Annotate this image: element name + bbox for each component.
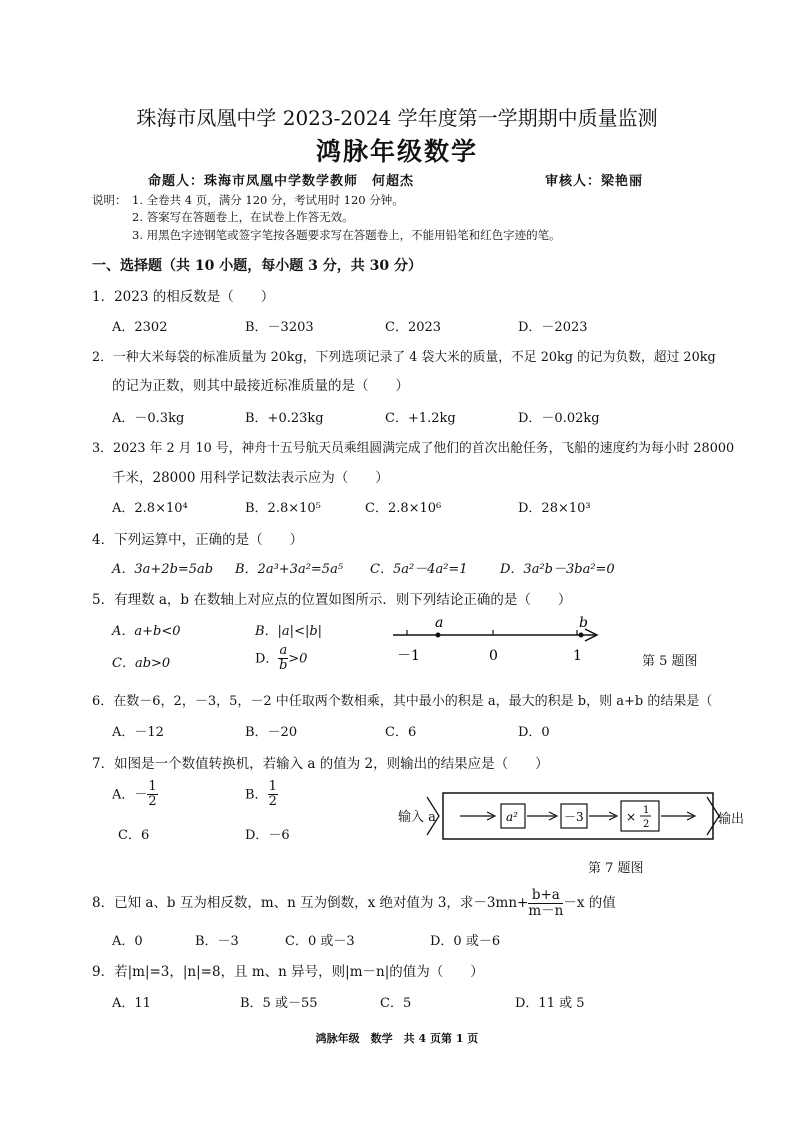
question-8-option-d: D．0 或－6	[430, 934, 501, 949]
label-minus-one: －1	[397, 648, 420, 664]
section-heading: 一、选择题（共 10 小题，每小题 3 分，共 30 分）	[92, 258, 422, 274]
question-7-option-a: A．－ $\frac{1}{2}$	[112, 779, 157, 810]
question-6-option-d: D．0	[518, 725, 550, 740]
question-3-option-b: B．2.8×10⁵	[245, 501, 321, 516]
question-6-option-a: A．－12	[112, 725, 164, 740]
figure-7-caption: 第 7 题图	[588, 861, 644, 876]
reviewer-line: 审核人：梁艳丽	[545, 174, 644, 189]
point-b	[579, 633, 584, 638]
question-9-stem: 9．若|m|=3，|n|=8，且 m、n 异号，则|m－n|的值为（ ）	[92, 964, 484, 980]
machine-input-label: 输入 a	[398, 810, 436, 825]
question-2-option-c: C．+1.2kg	[385, 411, 456, 426]
question-6-option-c: C．6	[385, 725, 417, 740]
conversion-machine-figure	[425, 785, 725, 845]
question-8-option-a: A．0	[112, 934, 143, 949]
question-8-stem: 8．已知 a、b 互为相反数，m、n 互为倒数，x 绝对值为 3，求－3mn+ $\frac{b+a}{m-n}$ －x 的值	[92, 887, 616, 919]
label-zero: 0	[489, 648, 498, 664]
question-5-option-d: D． $\frac{a}{b}$ >0	[255, 643, 308, 674]
exam-subtitle: 鸿脉年级数学	[315, 137, 478, 166]
question-7-option-d: D．－6	[245, 828, 290, 843]
label-one: 1	[573, 648, 582, 664]
question-4-stem: 4．下列运算中，正确的是（ ）	[92, 532, 304, 548]
machine-output-label: 输出	[718, 812, 745, 827]
exam-title: 珠海市凤凰中学 2023-2024 学年度第一学期期中质量监测	[136, 106, 658, 130]
question-3-option-a: A．2.8×10⁴	[112, 501, 188, 516]
question-7-option-b: B． $\frac{1}{2}$	[245, 779, 277, 810]
question-5-stem: 5．有理数 a，b 在数轴上对应点的位置如图所示．则下列结论正确的是（ ）	[92, 592, 572, 608]
question-9-option-d: D．11 或 5	[515, 996, 585, 1011]
label-a: a	[435, 615, 444, 631]
question-2-option-a: A．－0.3kg	[112, 411, 185, 426]
question-5-option-a: A．a+b<0	[112, 624, 181, 639]
note-item-3: 3. 用黑色字迹钢笔或签字笔按各题要求写在答题卷上，不能用铅笔和红色字迹的笔。	[132, 228, 561, 242]
question-1-option-d: D．－2023	[518, 320, 588, 335]
question-5-option-c: C．ab>0	[112, 656, 171, 671]
author-line: 命题人：珠海市凤凰中学数学教师 何超杰	[148, 174, 415, 189]
question-2-line-1: 2．一种大米每袋的标准质量为 20kg，下列选项记录了 4 袋大米的质量，不足 20kg 的记为负数，超过 20kg	[92, 350, 716, 365]
question-4-option-b: B．2a³+3a²=5a⁵	[235, 562, 344, 577]
question-9-option-a: A．11	[112, 996, 151, 1011]
box-minus-three-label: －3	[564, 810, 584, 824]
question-4-option-d: D．3a²b－3ba²=0	[500, 562, 615, 577]
question-6-option-b: B．－20	[245, 725, 298, 740]
box-half-num: 1	[643, 805, 650, 816]
box-half-den: 2	[643, 819, 650, 830]
figure-5-caption: 第 5 题图	[642, 654, 698, 669]
question-9-option-b: B．5 或－55	[240, 996, 318, 1011]
question-4-option-c: C．5a²－4a²=1	[370, 562, 468, 577]
question-2-option-b: B．+0.23kg	[245, 411, 324, 426]
question-3-line-2: 千米，28000 用科学记数法表示应为（ ）	[112, 470, 389, 486]
question-6-stem: 6．在数－6，2，－3，5，－2 中任取两个数相乘，其中最小的积是 a，最大的积是 b，则 a+b 的结果是（	[92, 694, 713, 709]
input-arrow-icon	[427, 797, 439, 835]
question-3-option-c: C．2.8×10⁶	[365, 501, 442, 516]
question-2-option-d: D．－0.02kg	[518, 411, 600, 426]
question-7-option-c: C．6	[118, 828, 150, 843]
question-1-option-a: A．2302	[112, 320, 168, 335]
question-1-option-b: B．－3203	[245, 320, 314, 335]
number-line-figure	[385, 612, 615, 668]
notes-label: 说明：	[92, 193, 127, 207]
page-footer: 鸿脉年级 数学 共 4 页第 1 页	[315, 1032, 479, 1045]
question-8-option-b: B．－3	[195, 934, 239, 949]
question-7-stem: 7．如图是一个数值转换机，若输入 a 的值为 2，则输出的结果应是（ ）	[92, 756, 549, 772]
question-1-stem: 1．2023 的相反数是（ ）	[92, 289, 275, 305]
question-9-option-c: C．5	[380, 996, 412, 1011]
point-a	[436, 633, 441, 638]
note-item-1: 1. 全卷共 4 页，满分 120 分，考试用时 120 分钟。	[132, 193, 404, 207]
question-3-line-1: 3．2023 年 2 月 10 号，神舟十五号航天员乘组圆满完成了他们的首次出舱任务，飞船的速度约为每小时 28000	[92, 441, 735, 456]
label-b: b	[579, 615, 588, 631]
question-8-option-c: C．0 或－3	[285, 934, 355, 949]
question-4-option-a: A．3a+2b=5ab	[112, 562, 214, 577]
question-5-option-b: B．|a|<|b|	[255, 624, 323, 639]
question-2-line-2: 的记为正数，则其中最接近标准质量的是（ ）	[112, 378, 409, 394]
box-square-label: a²	[506, 810, 518, 824]
question-1-option-c: C．2023	[385, 320, 442, 335]
box-times-label: ×	[626, 810, 637, 824]
question-3-option-d: D．28×10³	[518, 501, 591, 516]
note-item-2: 2. 答案写在答题卷上，在试卷上作答无效。	[132, 210, 354, 224]
